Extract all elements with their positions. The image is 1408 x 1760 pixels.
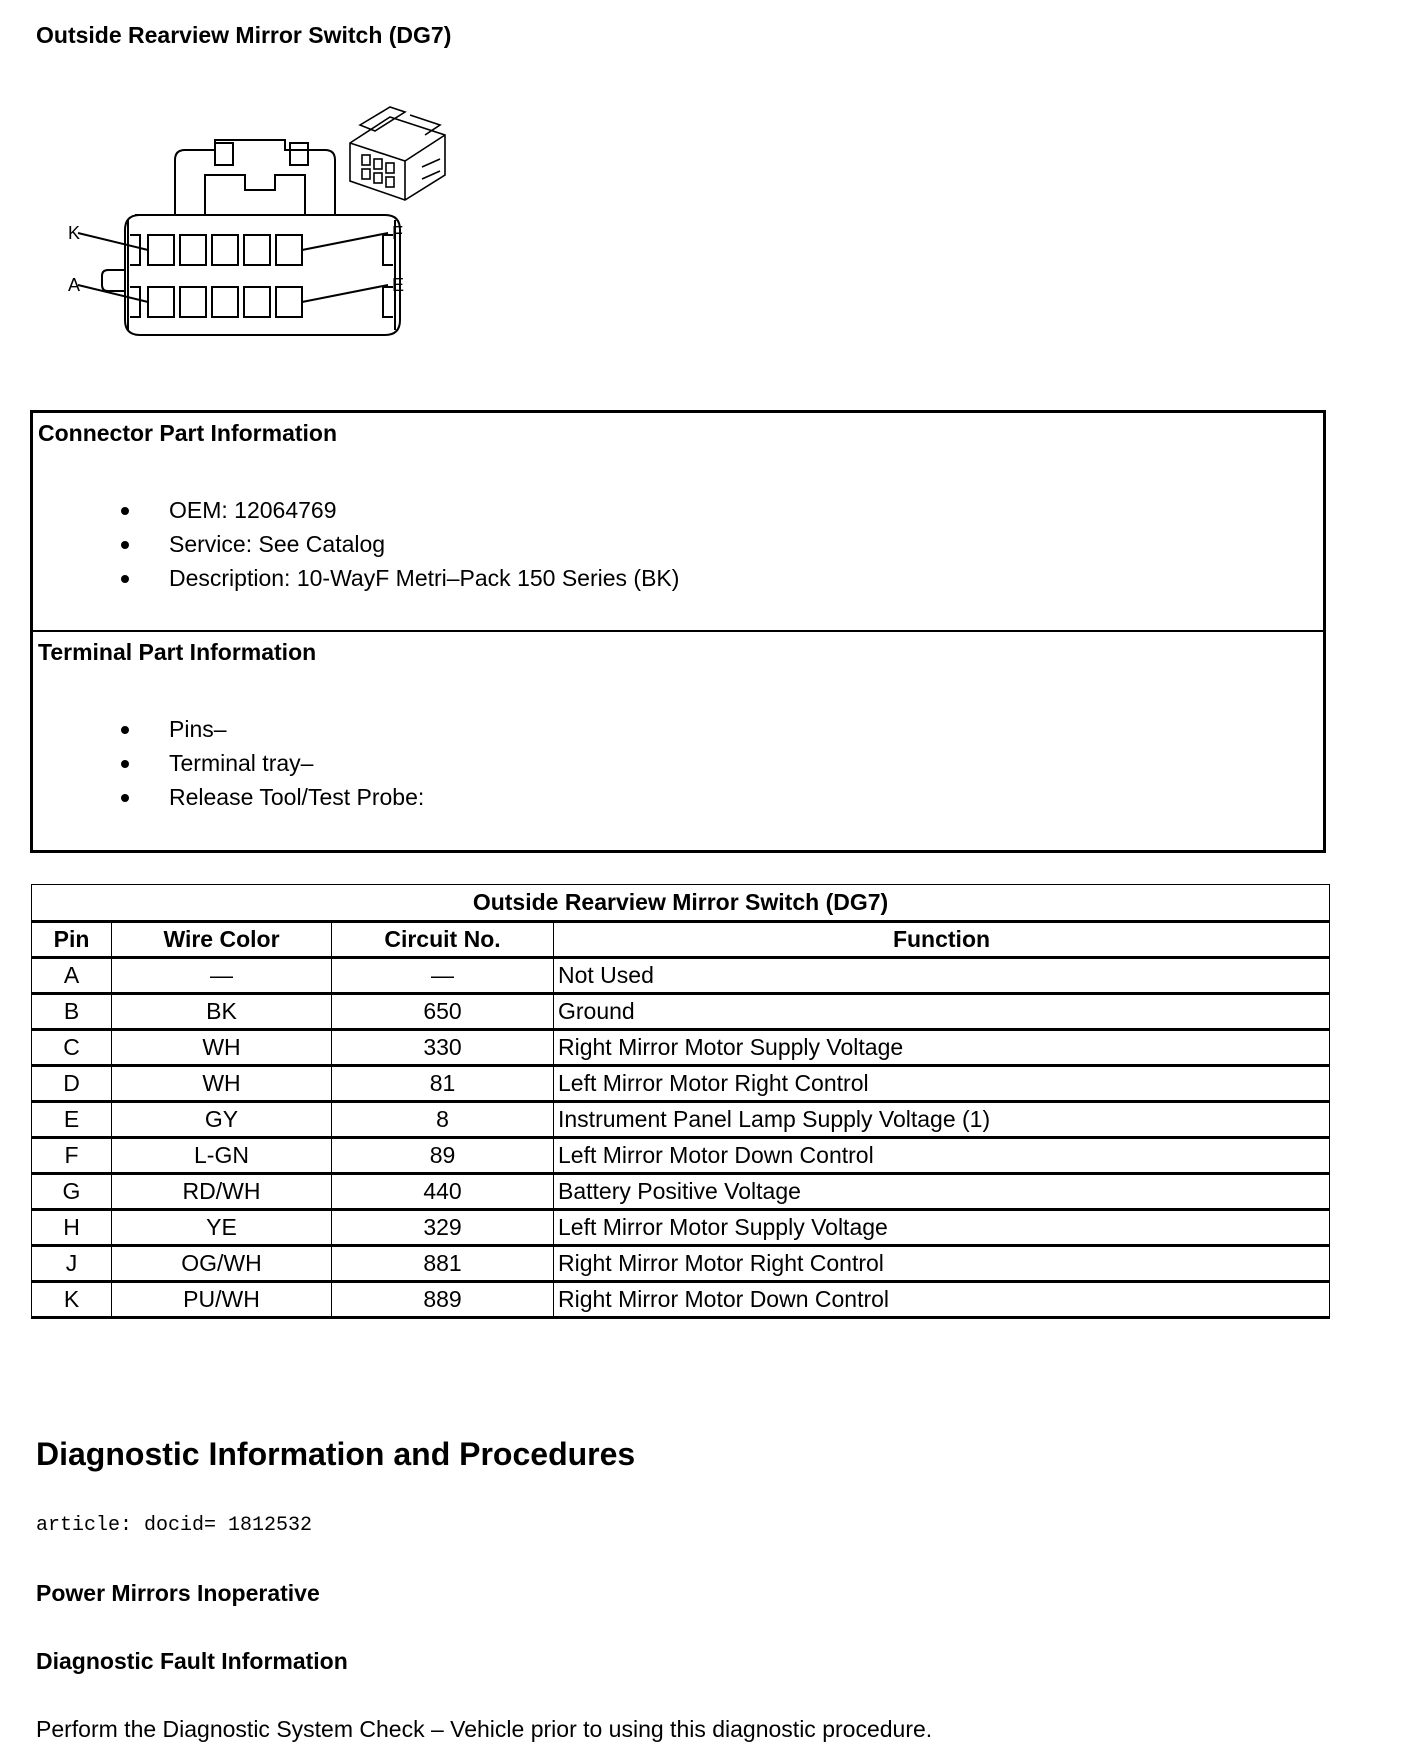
circuit-cell: 881 — [332, 1246, 554, 1282]
column-header-pin: Pin — [32, 922, 112, 958]
label-f: F — [392, 223, 403, 243]
wire-color-cell: WH — [112, 1030, 332, 1066]
pin-cell: E — [32, 1102, 112, 1138]
diagnostic-instruction-paragraph: Perform the Diagnostic System Check – Vehicle prior to using this diagnostic procedure. — [36, 1716, 933, 1742]
column-header-circuit-no: Circuit No. — [332, 922, 554, 958]
diagnostic-fault-information-heading: Diagnostic Fault Information — [36, 1648, 348, 1674]
table-row — [32, 958, 1330, 994]
list-item: Pins– — [83, 712, 424, 746]
function-cell: Right Mirror Motor Down Control — [554, 1282, 1330, 1318]
wire-color-cell: OG/WH — [112, 1246, 332, 1282]
label-k: K — [68, 223, 81, 243]
table-row — [32, 1138, 1330, 1174]
terminal-part-list — [83, 712, 424, 814]
list-item: OEM: 12064769 — [83, 493, 679, 527]
pin-cell: B — [32, 994, 112, 1030]
circuit-cell: 330 — [332, 1030, 554, 1066]
label-e: E — [392, 275, 405, 295]
function-cell: Battery Positive Voltage — [554, 1174, 1330, 1210]
function-cell: Instrument Panel Lamp Supply Voltage (1) — [554, 1102, 1330, 1138]
column-header-wire-color: Wire Color — [112, 922, 332, 958]
function-cell: Left Mirror Motor Right Control — [554, 1066, 1330, 1102]
table-row — [32, 1102, 1330, 1138]
pin-cell: C — [32, 1030, 112, 1066]
function-cell: Ground — [554, 994, 1330, 1030]
label-a: A — [68, 275, 81, 295]
pin-cell: G — [32, 1174, 112, 1210]
table-row — [32, 1174, 1330, 1210]
wire-color-cell: PU/WH — [112, 1282, 332, 1318]
pin-cell: K — [32, 1282, 112, 1318]
terminal-part-information-heading: Terminal Part Information — [38, 639, 317, 665]
connector-part-list — [83, 493, 679, 595]
article-id: article: docid= 1812532 — [36, 1514, 313, 1537]
pin-table — [31, 884, 1330, 1319]
list-item: Terminal tray– — [83, 746, 424, 780]
function-cell: Not Used — [554, 958, 1330, 994]
circuit-cell: 89 — [332, 1138, 554, 1174]
pin-cell: D — [32, 1066, 112, 1102]
circuit-cell: 440 — [332, 1174, 554, 1210]
terminal-part-information-box — [30, 630, 1326, 853]
wire-color-cell: RD/WH — [112, 1174, 332, 1210]
function-cell: Left Mirror Motor Down Control — [554, 1138, 1330, 1174]
pin-cell: H — [32, 1210, 112, 1246]
pin-cell: A — [32, 958, 112, 994]
diagnostic-section-heading: Diagnostic Information and Procedures — [36, 1436, 636, 1472]
connector-part-information-heading: Connector Part Information — [38, 420, 338, 446]
list-item: Description: 10-WayF Metri–Pack 150 Series (BK) — [83, 561, 679, 595]
table-caption: Outside Rearview Mirror Switch (DG7) — [32, 885, 1330, 922]
circuit-cell: 329 — [332, 1210, 554, 1246]
wire-color-cell: L-GN — [112, 1138, 332, 1174]
pin-cell: J — [32, 1246, 112, 1282]
power-mirrors-inoperative-heading: Power Mirrors Inoperative — [36, 1580, 320, 1606]
connector-diagram — [60, 95, 460, 355]
circuit-cell: 81 — [332, 1066, 554, 1102]
list-item: Service: See Catalog — [83, 527, 679, 561]
wire-color-cell: BK — [112, 994, 332, 1030]
function-cell: Right Mirror Motor Supply Voltage — [554, 1030, 1330, 1066]
pin-cell: F — [32, 1138, 112, 1174]
circuit-cell: 8 — [332, 1102, 554, 1138]
table-row — [32, 1210, 1330, 1246]
page-title: Outside Rearview Mirror Switch (DG7) — [36, 22, 452, 48]
circuit-cell: — — [332, 958, 554, 994]
table-row — [32, 1030, 1330, 1066]
table-row — [32, 994, 1330, 1030]
wire-color-cell: WH — [112, 1066, 332, 1102]
connector-face-drawing — [60, 95, 460, 355]
circuit-cell: 650 — [332, 994, 554, 1030]
table-row — [32, 1066, 1330, 1102]
connector-part-information-box — [30, 410, 1326, 632]
function-cell: Right Mirror Motor Right Control — [554, 1246, 1330, 1282]
wire-color-cell: YE — [112, 1210, 332, 1246]
function-cell: Left Mirror Motor Supply Voltage — [554, 1210, 1330, 1246]
column-header-function: Function — [554, 922, 1330, 958]
wire-color-cell: GY — [112, 1102, 332, 1138]
wire-color-cell: — — [112, 958, 332, 994]
table-row — [32, 1282, 1330, 1318]
table-row — [32, 1246, 1330, 1282]
list-item: Release Tool/Test Probe: — [83, 780, 424, 814]
circuit-cell: 889 — [332, 1282, 554, 1318]
